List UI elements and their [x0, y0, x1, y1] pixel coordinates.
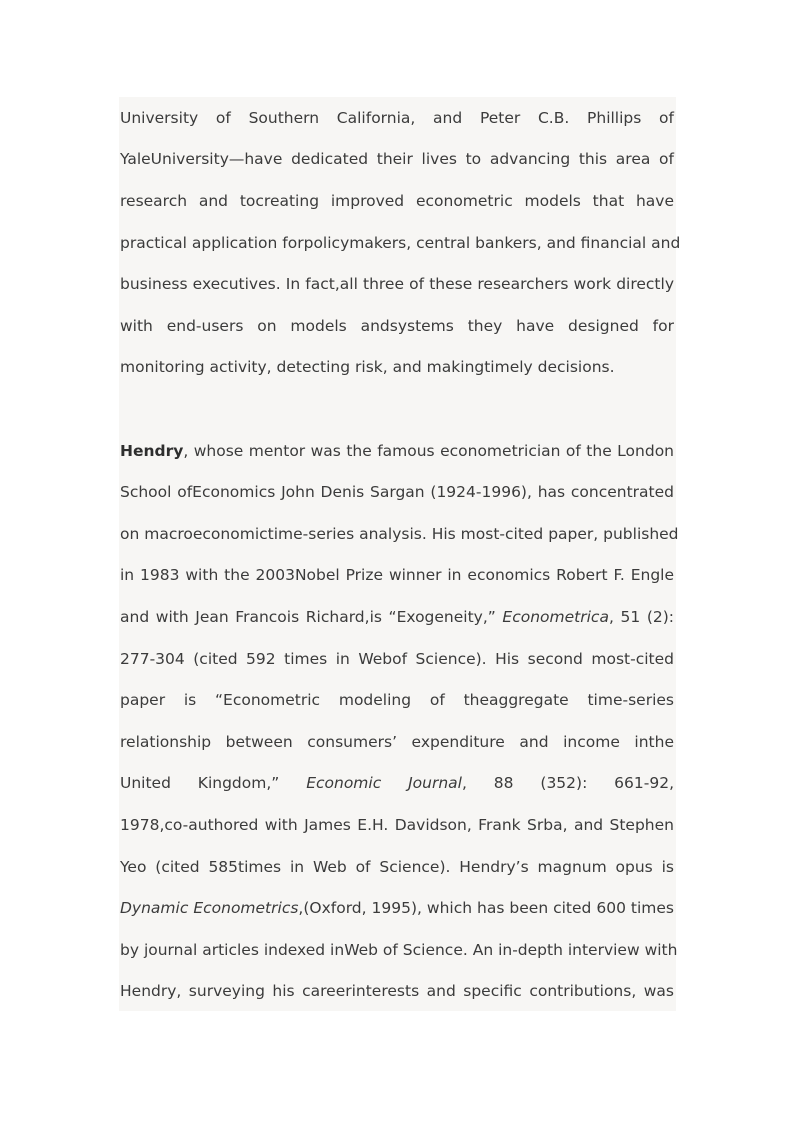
p2-line-4: in 1983 with the 2003Nobel Prize winner in economics Robert F. Engle — [120, 566, 674, 584]
p2-line-13: by journal articles indexed inWeb of Science. An in-depth interview with — [120, 941, 678, 959]
p1-line-1: University of Southern California, and Peter C.B. Phillips of — [120, 109, 674, 127]
p2-line-14: Hendry, surveying his careerinterests and specific contributions, was — [120, 982, 674, 1000]
p1-line-3: research and tocreating improved econometric models that have — [120, 192, 674, 210]
p2-line-9-a: United Kingdom,” — [120, 774, 307, 792]
journal-econometrica: Econometrica — [502, 608, 609, 626]
p2-line-10: 1978,co-authored with James E.H. Davidson, Frank Srba, and Stephen — [120, 816, 674, 834]
p2-line-12-b: ,(Oxford, 1995), which has been cited 600 times — [298, 899, 674, 917]
p1-line-4: practical application forpolicymakers, central bankers, and financial and — [120, 234, 681, 252]
p2-line-8: relationship between consumers’ expenditure and income inthe — [120, 733, 674, 751]
p1-line-5: business executives. In fact,all three of these researchers work directly — [120, 275, 674, 293]
p2-line-5-b: , 51 (2): — [608, 608, 674, 626]
book-dynamic-econometrics: Dynamic Econometrics — [120, 899, 299, 917]
p2-line-12 — [120, 897, 674, 919]
p2-line-1 — [120, 440, 674, 462]
p2-line-9 — [120, 772, 674, 794]
p2-line-3: on macroeconomictime-series analysis. His most-cited paper, published — [120, 525, 679, 543]
p2-line-7: paper is “Econometric modeling of theaggregate time-series — [120, 691, 674, 709]
p1-line-6: with end-users on models andsystems they have designed for — [120, 317, 674, 335]
paragraph-gap-background — [119, 388, 676, 435]
p2-line-1-text: , whose mentor was the famous econometrician of the London — [183, 442, 674, 460]
p2-line-6: 277-304 (cited 592 times in Webof Science). His second most-cited — [120, 650, 674, 668]
p2-line-5 — [120, 606, 674, 628]
name-hendry: Hendry — [120, 442, 184, 460]
p2-line-5-a: and with Jean Francois Richard,is “Exogeneity,” — [120, 608, 503, 626]
p2-line-9-b: , 88 (352): 661-92, — [462, 774, 675, 792]
p2-line-2: School ofEconomics John Denis Sargan (1924-1996), has concentrated — [120, 483, 674, 501]
p1-line-7: monitoring activity, detecting risk, and makingtimely decisions. — [120, 358, 615, 376]
p1-line-2: YaleUniversity—have dedicated their lives to advancing this area of — [120, 150, 674, 168]
paragraph-2-background — [119, 435, 679, 1011]
p2-line-11: Yeo (cited 585times in Web of Science). Hendry’s magnum opus is — [120, 858, 674, 876]
journal-economic-journal: Economic Journal — [306, 774, 462, 792]
